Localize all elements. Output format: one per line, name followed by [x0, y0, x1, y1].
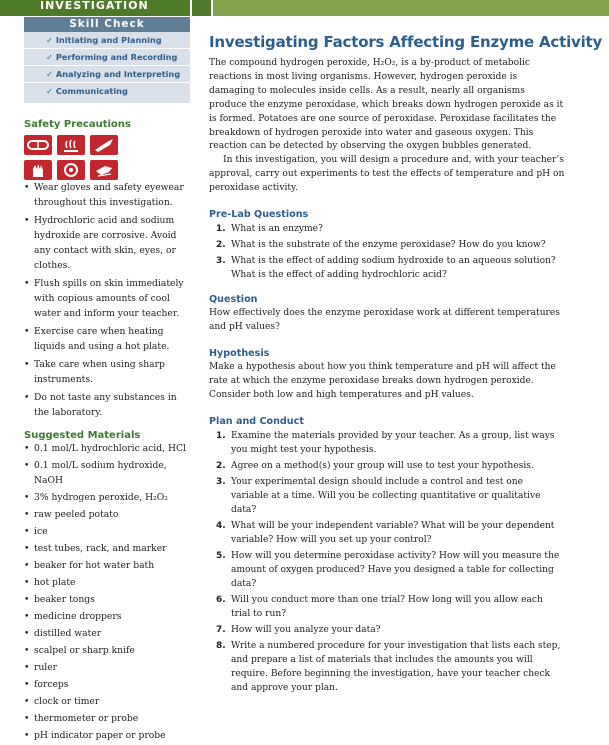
list-item: • medicine droppers [24, 609, 190, 624]
safety-icons [24, 135, 190, 180]
intro-paragraph: The compound hydrogen peroxide, H₂O₂, is a by-product of metabolic reactions in most living organisms. However, hydrogen peroxide is damaging to molecules inside cells. As a result, nearly all organisms produce the enzyme peroxidase, which breaks down hydrogen peroxide as it is formed. Potatoes are one source of peroxidase. Peroxidase facilitates the breakdown of hydrogen peroxide into water and gaseous oxygen. This reaction can be detected by observing the oxygen bubbles generated. [209, 58, 564, 152]
list-item: • Flush spills on skin immediately with copious amounts of cool water and inform your teacher. [24, 276, 190, 321]
item-text: What is the effect of adding sodium hydroxide to an aqueous solution? What is the effect of adding hydrochloric acid? [231, 256, 556, 281]
main-content [209, 31, 603, 697]
safety-list [24, 180, 190, 420]
header-bar [0, 0, 609, 16]
item-text: What is the substrate of the enzyme peroxidase? How do you know? [231, 240, 546, 251]
hypothesis-text: Make a hypothesis about how you think temperature and pH will affect the rate at which the enzyme peroxidase breaks down hydrogen peroxide. Consider both low and high temperatures and pH values. [209, 361, 556, 400]
item-text: Write a numbered procedure for your investigation that lists each step, and prepare a list of materials that includes the amounts you will require. Before beginning the investigation, have your teacher check and approve your plan. [231, 640, 561, 693]
materials-list [24, 441, 190, 743]
header-accent-bar [213, 0, 609, 16]
prelab-list [209, 222, 565, 282]
list-item [209, 222, 565, 236]
sidebar [24, 17, 190, 745]
item-number: 4. [216, 520, 226, 531]
hypothesis-heading: Hypothesis [209, 347, 270, 359]
item-number: 3. [216, 256, 226, 267]
item-text: Your experimental design should include a control and test one variable at a time. Will you be collecting quantitative or qualitative data? [231, 476, 541, 515]
item-text: Will you conduct more than one trial? How long will you allow each trial to run? [231, 594, 543, 619]
item-number: 3. [216, 476, 226, 487]
list-item: • scalpel or sharp knife [24, 643, 190, 658]
gloves-icon [24, 160, 52, 180]
list-item: • pH indicator paper or probe [24, 728, 190, 743]
list-item [209, 254, 565, 282]
page-title: Investigating Factors Affecting Enzyme Activity [209, 33, 603, 51]
hand-wash-icon [90, 160, 118, 180]
skill-check-box [24, 17, 190, 103]
list-item: • test tubes, rack, and marker [24, 541, 190, 556]
hot-surface-icon [57, 135, 85, 155]
list-item: • Hydrochloric acid and sodium hydroxide are corrosive. Avoid any contact with skin, eyes, or clothes. [24, 213, 190, 273]
list-item: • 0.1 mol/L sodium hydroxide, NaOH [24, 458, 190, 488]
item-text: What will be your independent variable? What will be your dependent variable? How will you set up your control? [231, 520, 555, 545]
item-number: 7. [216, 624, 226, 635]
item-number: 5. [216, 550, 226, 561]
list-item: • raw peeled potato [24, 507, 190, 522]
skill-item-label: Analyzing and Interpreting [55, 69, 181, 79]
check-icon: ✓ [46, 52, 53, 62]
materials-heading: Suggested Materials [24, 430, 141, 441]
item-text: How will you analyze your data? [231, 624, 381, 635]
safety-eyewear-icon [24, 135, 52, 155]
header-tab-stub [190, 0, 213, 16]
check-icon: ✓ [46, 69, 53, 79]
list-item: • ice [24, 524, 190, 539]
list-item: • distilled water [24, 626, 190, 641]
plan-list [209, 429, 565, 695]
skill-item-label: Initiating and Planning [55, 35, 162, 45]
plan-heading: Plan and Conduct [209, 415, 304, 427]
skill-item-label: Performing and Recording [55, 52, 178, 62]
list-item [209, 519, 565, 547]
question-heading: Question [209, 294, 258, 306]
item-number: 2. [216, 240, 226, 251]
list-item [209, 623, 565, 637]
list-item: • thermometer or probe [24, 711, 190, 726]
investigation-label: INVESTIGATION [0, 0, 190, 16]
check-icon: ✓ [46, 35, 53, 45]
list-item [209, 238, 565, 252]
list-item: • forceps [24, 677, 190, 692]
list-item: • Wear gloves and safety eyewear throughout this investigation. [24, 180, 190, 210]
item-number: 2. [216, 460, 226, 471]
chemical-hazard-icon [57, 160, 85, 180]
sharp-object-icon [90, 135, 118, 155]
list-item: • hot plate [24, 575, 190, 590]
skill-item [24, 83, 190, 99]
item-number: 6. [216, 594, 226, 605]
skill-item [24, 32, 190, 49]
list-item [209, 549, 565, 591]
list-item: • clock or timer [24, 694, 190, 709]
list-item: • 0.1 mol/L hydrochloric acid, HCl [24, 441, 190, 456]
skill-item [24, 66, 190, 83]
item-number: 1. [216, 224, 226, 235]
skill-check-title: Skill Check [24, 17, 190, 32]
item-text: How will you determine peroxidase activity? How will you measure the amount of oxygen produced? Have you designed a table for collecting data? [231, 550, 560, 589]
list-item [209, 429, 565, 457]
list-item [209, 593, 565, 621]
list-item: • beaker for hot water bath [24, 558, 190, 573]
item-text: What is an enzyme? [231, 224, 323, 235]
intro-paragraph-2: In this investigation, you will design a procedure and, with your teacher’s approval, carry out experiments to test the effects of temperature and pH on peroxidase activity. [209, 155, 565, 194]
item-number: 8. [216, 640, 226, 651]
item-text: Agree on a method(s) your group will use to test your hypothesis. [231, 460, 534, 471]
check-icon: ✓ [46, 86, 53, 96]
list-item: • 3% hydrogen peroxide, H₂O₂ [24, 490, 190, 505]
list-item: • Exercise care when heating liquids and using a hot plate. [24, 324, 190, 354]
safety-heading: Safety Precautions [24, 119, 131, 130]
list-item [209, 639, 565, 695]
item-text: Examine the materials provided by your teacher. As a group, list ways you might test your hypothesis. [231, 430, 555, 455]
list-item [209, 459, 565, 473]
skill-item [24, 49, 190, 66]
list-item: • Take care when using sharp instruments. [24, 357, 190, 387]
list-item [209, 475, 565, 517]
list-item: • Do not taste any substances in the laboratory. [24, 390, 190, 420]
list-item: • beaker tongs [24, 592, 190, 607]
skill-item-label: Communicating [55, 86, 128, 96]
list-item: • ruler [24, 660, 190, 675]
prelab-heading: Pre-Lab Questions [209, 209, 309, 221]
item-number: 1. [216, 430, 226, 441]
question-text: How effectively does the enzyme peroxidase work at different temperatures and pH values? [209, 308, 560, 332]
